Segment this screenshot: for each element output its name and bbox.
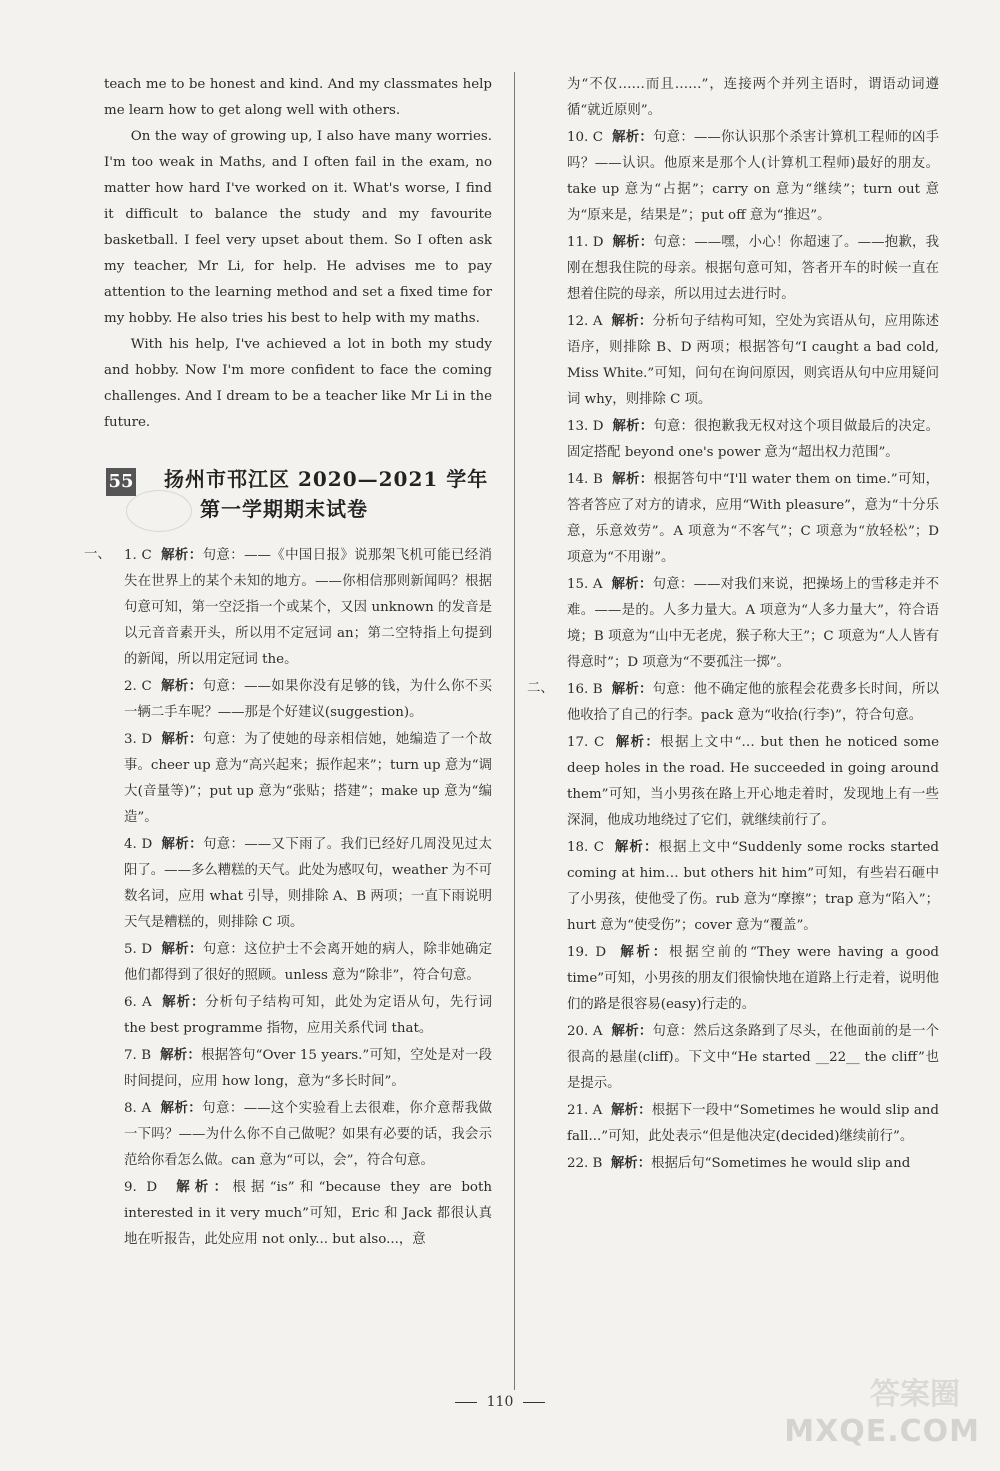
- analysis-label: 解析：: [161, 678, 203, 694]
- stamp-logo: [126, 490, 192, 532]
- answer-item: [104, 831, 492, 936]
- answer-item: [104, 1042, 492, 1095]
- answer-number: 9. D: [124, 1180, 158, 1195]
- answer-text: 根据答句“Over 15 years.”可知，空处是对一段时间提问，应用 how long，意为“多长时间”。: [124, 1048, 492, 1089]
- answer-number: 20. A: [567, 1024, 603, 1039]
- answer-number: 21. A: [567, 1103, 603, 1118]
- answer-number: 15. A: [567, 577, 603, 592]
- answer-text: 句意：——你认识那个杀害计算机工程师的凶手吗？——认识。他原来是那个人(计算机工程师)最好的朋友。take up 意为“占据”；carry on 意为“继续”；turn out 意为“原来是，结果是”；put off 意为“推迟”。: [567, 130, 940, 223]
- paragraph: teach me to be honest and kind. And my classmates help me learn how to get along well with others.: [104, 77, 492, 118]
- answer-item: [104, 673, 492, 726]
- answer-text: 句意：很抱歉我无权对这个项目做最后的决定。固定搭配 beyond one's power 意为“超出权力范围”。: [567, 419, 940, 460]
- answer-number: 19. D: [567, 945, 607, 960]
- answer-item: [527, 676, 939, 729]
- page-number: 110: [486, 1394, 514, 1410]
- answer-item: [547, 413, 939, 466]
- analysis-label: 解析：: [611, 1023, 653, 1039]
- answer-text: 分析句子结构可知，空处为宾语从句，应用陈述语序，则排除 B、D 两项；根据答句“I caught a bad cold, Miss White.”可知，问句在询问原因，则宾语从句中应用疑问词 why，则排除 C 项。: [567, 314, 940, 407]
- paragraph: On the way of growing up, I also have many worries. I'm too weak in Maths, and I often fail in the exam, no matter how hard I've worked on it. What's worse, I find it difficult to balance the study and my favourite basketball. I feel very upset about them. So I often ask my teacher, Mr Li, for help. He advises me to pay attention to the learning method and set a fixed time for my hobby. He also tries his best to help with my maths.: [104, 129, 492, 326]
- watermark-text: MXQE.COM: [784, 1414, 980, 1449]
- analysis-label: 解析：: [612, 418, 654, 434]
- answer-text: 句意：这位护士不会离开她的病人，除非她确定他们都得到了很好的照顾。unless 意为“除非”，符合句意。: [124, 942, 493, 983]
- answer-item: [547, 571, 939, 676]
- analysis-label: 解析：: [161, 547, 203, 563]
- answer-item: [547, 72, 939, 124]
- analysis-label: 解析：: [611, 576, 653, 592]
- answer-text: 根据上文中“… but then he noticed some deep holes in the road. He succeeded in going around them”可知，当小男孩在路上开心地走着时，发现地上有一些深洞，他成功地绕过了它们，就继续前行了。: [567, 735, 939, 828]
- answer-number: 1. C: [124, 548, 152, 563]
- answer-number: 3. D: [124, 732, 153, 747]
- answer-item: [104, 1174, 492, 1253]
- answer-number: 18. C: [567, 840, 604, 855]
- section-number: 55: [106, 468, 136, 496]
- answer-text: 根据下一段中“Sometimes he would slip and fall...”可知，此处表示“但是他决定(decided)继续前行”。: [567, 1103, 939, 1144]
- answer-number: 14. B: [567, 472, 603, 487]
- answer-text: 句意：他不确定他的旅程会花费多长时间，所以他收拾了自己的行李。pack 意为“收拾(行李)”，符合句意。: [567, 682, 939, 723]
- analysis-label: 解析：: [160, 1100, 203, 1116]
- answer-number: 8. A: [124, 1101, 152, 1116]
- analysis-label: 解析：: [612, 234, 654, 250]
- answer-text: 句意：——嘿，小心！你超速了。——抱歉，我刚在想我住院的母亲。根据句意可知，答者开车的时候一直在想着住院的母亲，所以用过去进行时。: [567, 235, 939, 302]
- analysis-label: 解析：: [162, 994, 206, 1010]
- answer-text: 分析句子结构可知，此处为定语从句，先行词 the best programme 指物，应用关系代词 that。: [124, 995, 493, 1036]
- analysis-label: 解析：: [176, 1179, 233, 1195]
- answer-number: 10. C: [567, 130, 604, 145]
- answer-item: [547, 834, 939, 939]
- answer-number: 16. B: [567, 682, 603, 697]
- analysis-label: 解析：: [612, 129, 654, 145]
- answer-number: 11. D: [567, 235, 604, 250]
- answer-text: 根据答句中“I'll water them on time.”可知，答者答应了对方的请求，应用“With pleasure”，意为“十分乐意，乐意效劳”。A 项意为“不客气”；C 项意为“放轻松”；D 项意为“不用谢”。: [567, 472, 940, 565]
- right-column: [527, 72, 940, 1177]
- page-footer: [0, 1394, 1000, 1410]
- answer-text: 句意：为了使她的母亲相信她，她编造了一个故事。cheer up 意为“高兴起来；振作起来”；turn up 意为“调大(音量等)”；put up 意为“张贴；搭建”；make up 意为“编造”。: [124, 732, 493, 825]
- answer-item: [104, 989, 492, 1042]
- answer-item: [547, 308, 939, 413]
- part-marker: 一、: [84, 547, 111, 562]
- paragraph: With his help, I've achieved a lot in both my study and hobby. Now I'm more confident to face the coming challenges. And I dream to be a teacher like Mr Li in the future.: [104, 337, 492, 430]
- answer-number: 5. D: [124, 942, 153, 957]
- analysis-label: 解析：: [611, 681, 653, 697]
- analysis-label: 解析：: [611, 313, 653, 329]
- analysis-label: 解析：: [614, 839, 659, 855]
- answer-number: 12. A: [567, 314, 603, 329]
- answer-number: 13. D: [567, 419, 604, 434]
- answer-item: [547, 229, 939, 308]
- answer-number: 2. C: [124, 679, 152, 694]
- answer-item: [547, 466, 939, 571]
- answer-number: 4. D: [124, 837, 153, 852]
- answer-item: [547, 1018, 939, 1097]
- answer-item: [104, 936, 492, 989]
- footer-dash: [523, 1402, 545, 1403]
- section-header: [104, 458, 492, 528]
- analysis-label: 解析：: [615, 734, 661, 750]
- analysis-label: 解析：: [620, 944, 669, 960]
- section-title: 扬州市邗江区 2020—2021 学年: [164, 467, 489, 491]
- answer-list: [527, 72, 940, 1177]
- answer-text: 根据“is”和“because they are both interested in it very much”可知，Eric 和 Jack 都很认真地在听报告，此处应用 not only... but also...，意: [124, 1180, 492, 1247]
- answer-number: 22. B: [567, 1156, 603, 1171]
- watermark-logo: 答案圈: [870, 1377, 960, 1412]
- answer-text: 句意：——对我们来说，把操场上的雪移走并不难。——是的。人多力量大。A 项意为“人多力量大”，符合语境；B 项意为“山中无老虎，猴子称大王”；C 项意为“人人皆有得意时”；D 项意为“不要孤注一掷”。: [567, 577, 940, 670]
- answer-text: 为“不仅……而且……”，连接两个并列主语时，谓语动词遵循“就近原则”。: [567, 77, 939, 118]
- answer-text: 根据上文中“Suddenly some rocks started coming at him… but others hit him”可知，有些岩石砸中了小男孩，使他受了伤。rub 意为“摩擦”；trap 意为“陷入”；hurt 意为“使受伤”；cover 意为“覆盖”。: [567, 840, 939, 933]
- answer-text: 根据空前的“They were having a good time”可知，小男孩的朋友们很愉快地在道路上行走着，说明他们的路是很容易(easy)行走的。: [567, 945, 940, 1012]
- footer-dash: [455, 1402, 477, 1403]
- answer-item: [547, 124, 939, 229]
- answer-item: [84, 542, 493, 673]
- analysis-label: 解析：: [160, 1047, 202, 1063]
- analysis-label: 解析：: [610, 1155, 652, 1171]
- answer-item: [547, 1150, 939, 1177]
- left-column: [84, 72, 493, 1253]
- answer-item: [547, 1097, 939, 1150]
- section-subtitle: 第一学期期末试卷: [200, 497, 368, 521]
- analysis-label: 解析：: [161, 941, 203, 957]
- analysis-label: 解析：: [161, 731, 203, 747]
- analysis-label: 解析：: [161, 836, 203, 852]
- answer-text: 根据后句“Sometimes he would slip and: [651, 1156, 911, 1171]
- answer-text: 句意：——又下雨了。我们已经好几周没见过太阳了。——多么糟糕的天气。此处为感叹句，weather 为不可数名词，应用 what 引导，则排除 A、B 两项；一直下雨说明天气是糟糕的，则排除 C 项。: [124, 837, 493, 930]
- answer-text: 句意：——《中国日报》说那架飞机可能已经消失在世界上的某个未知的地方。——你相信那则新闻吗？根据句意可知，第一空泛指一个或某个，又因 unknown 的发音是以元音音素开头，所以用不定冠词 an；第二空特指上句提到的新闻，所以用定冠词 the。: [124, 548, 493, 667]
- answer-text: 句意：——这个实验看上去很难，你介意帮我做一下吗？——为什么你不自己做呢？如果有必要的话，我会示范给你看怎么做。can 意为“可以，会”，符合句意。: [124, 1101, 493, 1168]
- answer-item: [104, 1095, 492, 1174]
- answer-item: [104, 726, 492, 831]
- answer-item: [547, 729, 939, 834]
- answer-text: 句意：——如果你没有足够的钱，为什么你不买一辆二手车呢？——那是个好建议(suggestion)。: [124, 679, 493, 720]
- analysis-label: 解析：: [612, 471, 654, 487]
- column-divider: [514, 72, 515, 1390]
- answer-list: [84, 542, 493, 1253]
- answer-number: 17. C: [567, 735, 605, 750]
- analysis-label: 解析：: [611, 1102, 652, 1118]
- part-marker: 二、: [527, 681, 554, 696]
- answer-text: 句意：然后这条路到了尽头，在他面前的是一个很高的悬崖(cliff)。下文中“He started __22__ the cliff”也是提示。: [567, 1024, 940, 1091]
- answer-number: 7. B: [124, 1048, 152, 1063]
- answer-item: [547, 939, 939, 1018]
- answer-number: 6. A: [124, 995, 152, 1010]
